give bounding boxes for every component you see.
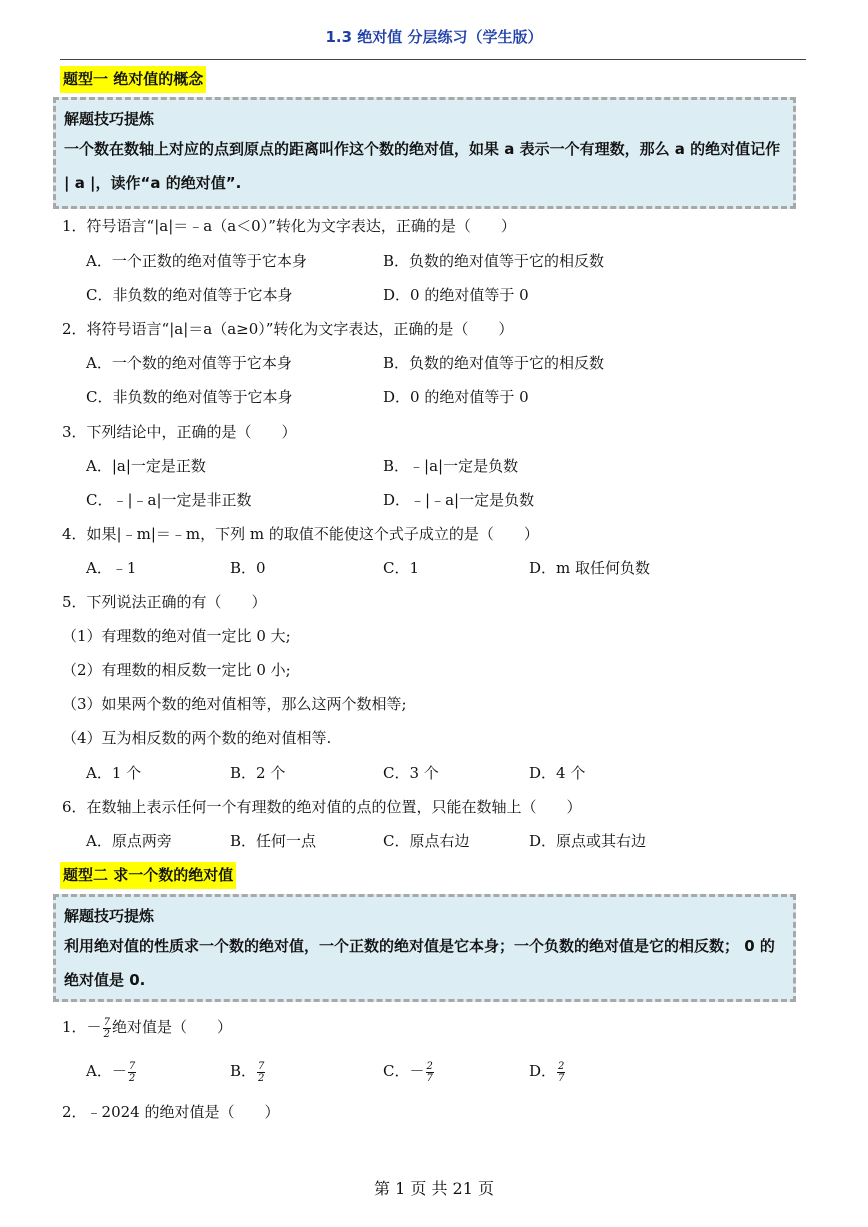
question-2-option-b: B．负数的绝对值等于它的相反数 <box>383 354 605 372</box>
problem-1-option-a-denominator: 2 <box>128 1072 136 1084</box>
problem-1-option-b-label: B． <box>230 1062 257 1080</box>
problem-1-option-a-fraction <box>128 1061 136 1084</box>
section-title-1: 题型一 绝对值的概念 <box>60 66 206 93</box>
question-6-stem: 6．在数轴上表示任何一个有理数的绝对值的点的位置，只能在数轴上（ ） <box>62 798 582 816</box>
question-1-option-d: D．0 的绝对值等于 0 <box>383 286 529 304</box>
problem-1-option-c-sign: － <box>409 1062 425 1080</box>
problem-1-option-c-denominator: 7 <box>426 1072 433 1084</box>
question-1-stem: 1．符号语言“|a|＝﹣a（a＜0）”转化为文字表达，正确的是（ ） <box>62 217 516 235</box>
problem-1-stem-tail: 绝对值是（ ） <box>111 1018 232 1036</box>
problem-1-option-d <box>529 1058 566 1084</box>
problem-1-option-c-numerator: 2 <box>426 1060 433 1072</box>
question-6-option-c: C．原点右边 <box>383 832 470 850</box>
tip-text-2: 利用绝对值的性质求一个数的绝对值，一个正数的绝对值是它本身；一个负数的绝对值是它的相反数； 0 的绝对值是 0. <box>64 937 775 989</box>
question-5-statement-4: （4）互为相反数的两个数的绝对值相等. <box>62 729 332 747</box>
problem-1-option-a-sign: － <box>111 1062 127 1080</box>
problem-1-fraction-denominator: 2 <box>103 1028 110 1040</box>
problem-1-fraction <box>103 1017 111 1040</box>
header-divider <box>60 59 806 60</box>
problem-1-number: 1． <box>62 1018 87 1036</box>
page-footer: 第 1 页 共 21 页 <box>374 1179 494 1198</box>
problem-1-fraction-numerator: 7 <box>103 1016 110 1028</box>
problem-2-stem: 2．﹣2024 的绝对值是（ ） <box>62 1103 280 1121</box>
question-1-option-b: B．负数的绝对值等于它的相反数 <box>383 252 605 270</box>
problem-1-option-b-denominator: 2 <box>258 1072 265 1084</box>
question-5-option-a: A．1 个 <box>86 764 142 782</box>
problem-1-option-d-fraction <box>557 1061 565 1084</box>
question-2-option-d: D．0 的绝对值等于 0 <box>383 388 529 406</box>
problem-1-option-d-denominator: 7 <box>558 1072 565 1084</box>
question-5-option-c: C．3 个 <box>383 764 439 782</box>
tip-heading-1: 解题技巧提炼 <box>64 110 155 128</box>
problem-1-option-c <box>383 1058 435 1084</box>
question-4-option-d: D．m 取任何负数 <box>529 559 651 577</box>
problem-1-minus: － <box>86 1018 102 1036</box>
question-3-option-b: B．﹣|a|一定是负数 <box>383 457 519 475</box>
question-2-option-a: A．一个数的绝对值等于它本身 <box>86 354 292 372</box>
question-5-stem: 5．下列说法正确的有（ ） <box>62 593 267 611</box>
question-3-stem: 3．下列结论中，正确的是（ ） <box>62 423 297 441</box>
problem-1-option-a-numerator: 7 <box>128 1060 136 1072</box>
question-1-option-a: A．一个正数的绝对值等于它本身 <box>86 252 307 270</box>
problem-1-stem <box>62 1014 232 1040</box>
question-4-option-c: C．1 <box>383 559 420 577</box>
question-6-option-a: A．原点两旁 <box>86 832 172 850</box>
question-5-statement-2: （2）有理数的相反数一定比 0 小; <box>62 661 291 679</box>
question-4-option-b: B．0 <box>230 559 266 577</box>
question-2-stem: 2．将符号语言“|a|＝a（a≥0）”转化为文字表达，正确的是（ ） <box>62 320 514 338</box>
question-5-statement-1: （1）有理数的绝对值一定比 0 大; <box>62 627 291 645</box>
tip-heading-2: 解题技巧提炼 <box>64 907 155 925</box>
question-5-option-b: B．2 个 <box>230 764 286 782</box>
problem-1-option-b <box>230 1058 266 1084</box>
problem-1-option-a <box>86 1058 137 1084</box>
page-header-title: 1.3 绝对值 分层练习（学生版） <box>325 28 543 46</box>
problem-1-option-d-numerator: 2 <box>558 1060 565 1072</box>
problem-1-option-b-fraction <box>257 1061 265 1084</box>
question-4-option-a: A．﹣1 <box>86 559 137 577</box>
problem-1-option-a-label: A． <box>86 1062 112 1080</box>
question-3-option-a: A．|a|一定是正数 <box>86 457 206 475</box>
question-3-option-c: C．﹣|﹣a|一定是非正数 <box>86 491 252 509</box>
question-5-option-d: D．4 个 <box>529 764 586 782</box>
problem-1-option-c-fraction <box>426 1061 434 1084</box>
section-title-2: 题型二 求一个数的绝对值 <box>60 862 236 889</box>
tip-text-1: 一个数在数轴上对应的点到原点的距离叫作这个数的绝对值，如果 a 表示一个有理数，那么 a 的绝对值记作 | a |，读作“a 的绝对值”. <box>64 140 781 192</box>
problem-1-option-c-label: C． <box>383 1062 410 1080</box>
question-1-option-c: C．非负数的绝对值等于它本身 <box>86 286 293 304</box>
question-6-option-b: B．任何一点 <box>230 832 317 850</box>
tip-box-1 <box>53 97 796 209</box>
question-6-option-d: D．原点或其右边 <box>529 832 647 850</box>
problem-1-option-b-numerator: 7 <box>258 1060 265 1072</box>
question-4-stem: 4．如果|﹣m|＝﹣m，下列 m 的取值不能使这个式子成立的是（ ） <box>62 525 539 543</box>
question-2-option-c: C．非负数的绝对值等于它本身 <box>86 388 293 406</box>
question-5-statement-3: （3）如果两个数的绝对值相等，那么这两个数相等; <box>62 695 407 713</box>
tip-box-2 <box>53 894 796 1002</box>
problem-1-option-d-label: D． <box>529 1062 557 1080</box>
question-3-option-d: D．﹣|﹣a|一定是负数 <box>383 491 535 509</box>
